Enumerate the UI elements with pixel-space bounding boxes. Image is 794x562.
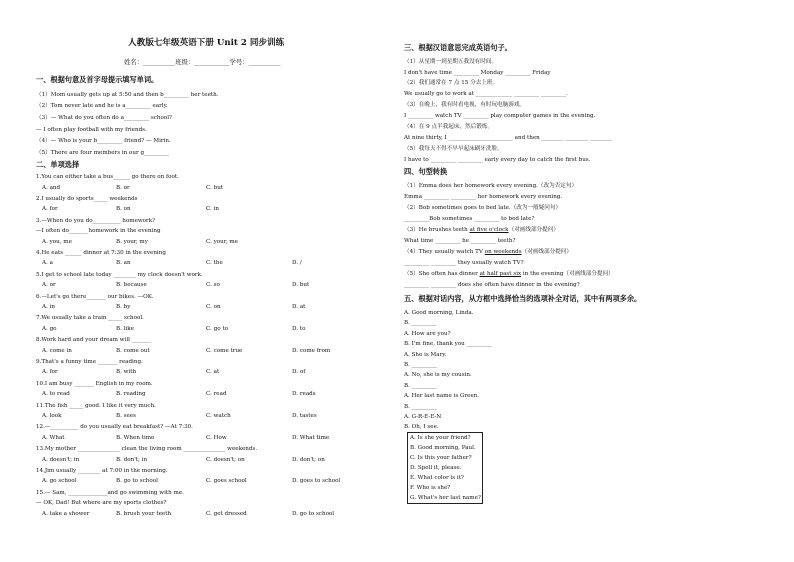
dialog-line: A. Good morning, Linda. [404, 310, 474, 316]
transform-line: _________ _________ does she often have dinner in the evening? [404, 282, 580, 288]
mc-option[interactable]: A. come in [42, 347, 72, 354]
transform-line: _________ _________ they usually watch TV? [404, 260, 524, 266]
mc-option[interactable]: D. What time [292, 434, 330, 441]
mc-option[interactable]: A. look [42, 413, 62, 419]
mc-option[interactable]: B. come out [116, 347, 150, 354]
mc-option[interactable]: D. goes to school [292, 478, 341, 485]
mc-option[interactable]: D. at [292, 304, 306, 310]
option-item: E. What color is it? [410, 474, 464, 481]
mc-question: 5.I get to school late today ________ my clock doesn't work. [36, 271, 203, 278]
mc-question: 8.Work hard and your dream will _______ [36, 337, 152, 344]
option-item: D. Spell it, please. [410, 464, 462, 471]
mc-option[interactable]: A. and [42, 184, 61, 191]
mc-option[interactable]: B. with [116, 369, 137, 376]
mc-option[interactable]: A. or [42, 282, 56, 289]
transform-line [404, 271, 614, 278]
mc-option[interactable]: C. How [206, 434, 227, 441]
transform-line: _________Bob sometimes _________ to bed late? [404, 216, 535, 222]
mc-option[interactable]: D. to [292, 325, 306, 332]
translation-line: （4）在 9 点半我起床，然后锻炼。 [404, 124, 493, 130]
mc-question: 14.Jim usually ________ at 7:00 in the morning. [36, 467, 168, 474]
fill-item: （2）Tom never late and he is a_________ early. [36, 103, 168, 109]
mc-option[interactable]: B. sees [116, 413, 137, 419]
transform-text: in the evening（对画线部分提问） [521, 271, 614, 277]
mc-option[interactable]: B. because [116, 282, 147, 289]
transform-line [404, 227, 559, 234]
page-title: 人教版七年级英语下册 Unit 2 同步训练 [128, 38, 285, 48]
transform-line: （1）Emma does her homework every evening.（改为否定句） [404, 183, 578, 189]
mc-option[interactable]: C. go to [206, 325, 228, 332]
underlined-phrase: at half past six [479, 271, 522, 277]
translation-line: （2）我们通常在 7 点 15 分去上班。 [404, 80, 499, 86]
mc-option[interactable]: C. in [206, 206, 220, 213]
transform-text: （对画线部分提问） [521, 249, 572, 255]
mc-option[interactable]: B. by [116, 304, 131, 310]
mc-option[interactable]: A. for [42, 206, 58, 213]
mc-option[interactable]: A. go school [42, 478, 77, 485]
mc-option[interactable]: D. of [292, 369, 306, 376]
mc-option[interactable]: D. don't; on [292, 456, 325, 463]
section-4-title: 四、句型转换 [404, 167, 448, 176]
mc-question: — OK, Dad! But where are my sports clothes? [36, 500, 167, 507]
transform-text: （对画线部分提问） [508, 227, 559, 233]
mc-option[interactable]: C. come true [206, 347, 243, 354]
mc-option[interactable]: C. but [206, 184, 224, 191]
mc-option[interactable]: D. but [292, 282, 310, 289]
dialog-line: A. How are you? [404, 330, 451, 337]
translation-line: We usually go to work at _____________ _________ _________. [404, 91, 568, 97]
mc-option[interactable]: C. at [206, 369, 220, 376]
mc-option[interactable]: B. or [116, 184, 130, 191]
dialog-line: B. _________ [404, 320, 437, 327]
mc-option[interactable]: A. to read [42, 391, 70, 398]
mc-question: 6.—Let's go there_______ our bikes. —OK. [36, 293, 154, 300]
mc-option[interactable]: B. When time [116, 434, 155, 441]
translation-line: At nine thirty, I _______________________ and then ________ ________ ________ [404, 135, 613, 141]
translation-line: I don't have time _________ Monday _________ Friday [404, 70, 551, 76]
mc-question: —I often do_______homework in the evening [36, 228, 161, 235]
mc-option[interactable]: C. read [206, 391, 227, 398]
mc-option[interactable]: B. brush your teeth [116, 510, 172, 517]
transform-line: Emma _________ _________ her homework every evening. [404, 194, 563, 200]
option-item: A. Is she your friend? [410, 434, 471, 441]
mc-option[interactable]: C. on [206, 304, 221, 310]
mc-option[interactable]: A. in [42, 304, 55, 310]
section-5-title: 五、根据对话内容，从方框中选择恰当的选项补全对话，其中有两项多余。 [404, 294, 642, 303]
translation-line: （1）从星期一到星期五我没有时间。 [404, 59, 498, 65]
option-item: F. Who is she? [410, 484, 451, 491]
dialog-line: B. _________ [404, 403, 437, 410]
mc-question: 9.That's a funny time _______ reading. [36, 358, 143, 365]
mc-option[interactable]: B. an [116, 260, 131, 267]
mc-question: 7.We usually take a train _____ school. [36, 315, 144, 322]
mc-question: 12.—__________ do you usually eat breakfast? —At 7:30. [36, 424, 193, 431]
mc-option[interactable]: C. goes school [206, 478, 247, 485]
transform-line: What time _________ he _________ teeth? [404, 238, 516, 244]
mc-question: 13.My mother _______________ clean the living room _______________ weekends. [36, 446, 258, 453]
fill-item: （5）There are four members in our g_________ [36, 150, 170, 156]
dialog-line: B. I'm fine, thank you _________ [404, 341, 492, 348]
option-item: C. Is this your father? [410, 454, 472, 461]
mc-option[interactable]: A. you, me [42, 238, 72, 245]
mc-option[interactable]: C. your, me [206, 238, 238, 245]
mc-question: 15.— Sam, ______________and go swimming with me. [36, 489, 184, 496]
fill-item: （4）— Who is your b_________ friend? — Mirin. [36, 138, 171, 144]
options-box [407, 432, 483, 504]
mc-option[interactable]: C. doesn't; on [206, 456, 245, 463]
mc-question: 10.I am busy _______ English in my room. [36, 380, 153, 387]
mc-option[interactable]: D. come from [292, 347, 331, 354]
mc-option[interactable]: D. tastes [292, 413, 317, 419]
transform-line: （2）Bob sometimes goes to bed late.（改为一般疑问句） [404, 205, 562, 211]
mc-option[interactable]: B. don't; in [116, 456, 148, 463]
mc-option[interactable]: A. doesn't; in [42, 456, 80, 463]
mc-option[interactable]: A. for [42, 369, 58, 376]
transform-line [404, 249, 572, 256]
fill-item: （1）Mom usually gets up at 5:50 and then b_________ her teeth. [36, 92, 219, 98]
dialog-line: A. She is Mary. [404, 351, 447, 358]
mc-option[interactable]: D. reads [292, 391, 316, 398]
mc-question: 4.He eats ______ dinner at 7:30 in the evening [36, 249, 166, 256]
translation-line: I have to _________ _________ early every day to catch the first bus. [404, 157, 591, 163]
transform-text: （5）She often has dinner [404, 271, 480, 277]
fill-item: — I often play football with my friends. [36, 127, 147, 133]
mc-option[interactable]: A. a [42, 260, 53, 267]
fill-item: （3）— What do you often do a_________ school? [36, 115, 172, 121]
mc-option[interactable]: B. on [116, 206, 131, 213]
mc-option[interactable]: D. go to school [292, 510, 335, 517]
section-2-title: 二、单项选择 [36, 160, 80, 169]
dialog-line: A. No, she is my cousin. [404, 372, 472, 379]
mc-option[interactable]: B. like [116, 325, 134, 332]
mc-option[interactable]: B. go to school [116, 478, 158, 485]
mc-question: 3.—When do you do__________ homework? [36, 217, 156, 224]
section-3-title: 三、根据汉语意思完成英语句子。 [404, 43, 512, 52]
option-item: B. Good morning, Paul. [410, 444, 476, 451]
translation-line: （3）在晚上，我有时看电视，有时玩电脑游戏。 [404, 102, 526, 108]
mc-option[interactable]: A. go [42, 325, 57, 332]
mc-option[interactable]: C. watch [206, 413, 231, 419]
translation-line: I _________ watch TV _________ play computer games in the evening. [404, 113, 596, 119]
dialog-line: B. _________ [404, 362, 437, 368]
mc-option[interactable]: B. reading [116, 391, 146, 398]
mc-option[interactable]: D. / [292, 260, 302, 267]
transform-text: （4）They usually watch TV [404, 249, 485, 255]
dialog-line: B. _________ [404, 382, 437, 389]
section-1-title: 一、根据句意及首字母提示填写单词。 [36, 75, 159, 84]
dialog-line: A. Her last name is Green. [404, 393, 480, 400]
dialog-line: B. Oh, I see. [404, 424, 439, 431]
dialog-line: A. G-R-E-E-N [404, 414, 442, 420]
mc-question: 1.You can either take a bus______ go there on foot. [36, 174, 179, 180]
option-item: G. What's her last name? [410, 494, 481, 501]
mc-option[interactable]: C. so [206, 282, 220, 289]
translation-line: （5）我每天不得不早早起床刷牙洗脸。 [404, 146, 503, 152]
underlined-phrase: at five o'clock [469, 227, 509, 233]
mc-option[interactable]: C. get dressed [206, 510, 247, 517]
mc-option[interactable]: B. your, my [116, 238, 148, 245]
mc-option[interactable]: A. take a shower [42, 510, 90, 517]
mc-question: 11.The fish _____ good. I like it very much. [36, 402, 156, 409]
underlined-phrase: on weekends [484, 249, 522, 255]
mc-option[interactable]: A. What [42, 434, 65, 441]
transform-text: （3）He brushes teeth [404, 227, 470, 233]
mc-question: 2.I usually do sports_____ weekends [36, 195, 138, 202]
student-info: 姓名：__________班级：___________学号：__________ [124, 58, 281, 66]
mc-option[interactable]: C. the [206, 260, 223, 267]
